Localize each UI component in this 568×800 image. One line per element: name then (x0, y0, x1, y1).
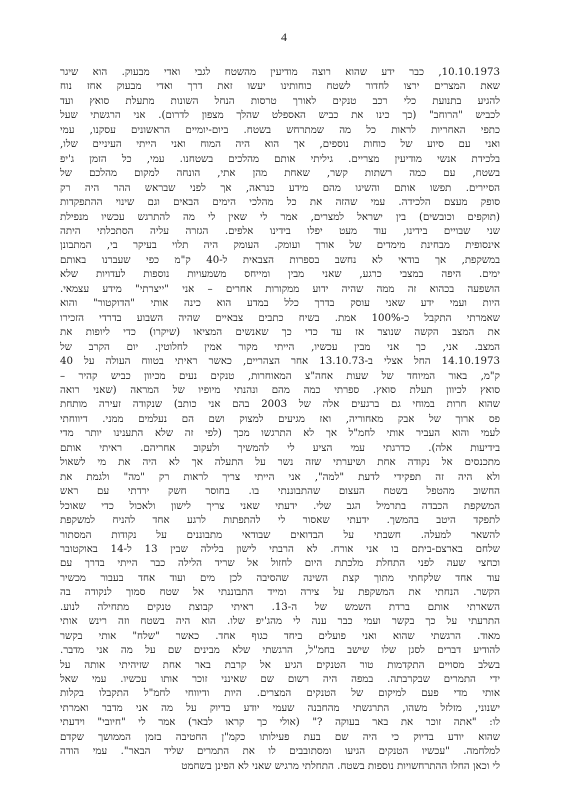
text-line: אינסופית מבחינת מימדים של אורך ועומק. העומק היה תלוי בעיקר בי, המתבונן (60, 240, 500, 252)
text-line: ולא היה זה תפקידי לדעת "למה", אני הייתי צריך לראות רק "מה" ולגמת את (60, 471, 500, 483)
text-line: ידי התמרים שבקרבתה. במפה היה רשום שם שאינני זוכר אותו עכשיו. עמי שאל (60, 674, 500, 686)
text-line: במשקפת, אך בודאי לא נחשב בספרות הצבאית ל-40 ק"מ כפי שעברנו באותם (60, 254, 500, 266)
text-line: (תוקפים וכובשים) בין ישראל למצרים, אמר לי שאין לי מה להתרגש עכשיו מנפילת (60, 211, 500, 223)
text-line: השארתי אותם ברדת השמש של ה-13. ראיתי קבוצת טנקים מתחילה לנוע. (60, 601, 500, 613)
text-line: כתפי האחריות לראות כל מה שמתרחש בשטח. ביום-יומיים הראשונים עסקנו, עמי (60, 124, 500, 136)
text-line: וכחצי שעה לפני התחלת מלכתת היום לחזול אל שריד הלילה כבר הייתי בדרך עם (60, 558, 500, 570)
text-line: את המצב הקשה שנוצר אז עד כדי כך שאנשים המציאו (שיקרו) כדי ליופות את (60, 327, 500, 339)
text-line: לו: "אתה זוכר את באר בעוקה ?" (אולי כך קראו לבאר) אמר לי "חיובי" וידעתי (60, 717, 500, 729)
text-line: הקשר. הנחתי את המשקפת על צירה ומייד התבוננתי אל שטח סמוך לנקודה בה (60, 587, 500, 599)
text-line: היות ועמי ידע שאני עוסק בדרך כלל במדע הוא כינה אותי "הדוקטור" והוא (60, 298, 500, 310)
text-line: להגיע בתנועת כלי רכב טנקים לאורך טרסות הנחל השונות מתעלת סואץ ועד (60, 95, 500, 107)
text-line: החשוב מהטפל בשטח העצום שהתבוננתי בו. בחוסר חשק ירדתי עם ראש (60, 486, 500, 498)
text-line: להודיע דברים לסגן שלו שישב בחמ"ל, הרגשתי שלא מבינים שם על מה אני מדבר. (60, 645, 500, 657)
text-line: שאמרתי התקבל כ-100% אמת. בשיח כתבים צבאיים שהיה השבוע בדרדי הזכירו (60, 312, 500, 324)
text-line: 14.10.1973 החל אצלי ב-13.10.73 אחר הצהריים, כאשר ראיתי בטווח העולה על 40 (60, 356, 500, 368)
text-line: מאוד. הרגשתי שהוא ואני פועלים ביחד כגוף אחד. כאשר "שלח" אותי בקשר (60, 630, 500, 642)
text-line: המשקפת הכבדה בתרמיל הגב שלי. ידעתי שאני צריך לישון ולאכול כדי שאוכל (60, 500, 500, 512)
text-line: שאת המצרים ירצו לחדור לשטח כוחותינו יעשו זאת דרך ואדי מבעוק אחז נוח (60, 81, 500, 93)
body-text (60, 66, 500, 774)
text-line: בשלב מסויים התקדמות טור הטנקים הגיע אל קרבת באר אחת שזיהיתי אותה על (60, 659, 500, 671)
text-line: שלחם בארצם-ביתם בו אני אורח. לא הרבתי לישון בלילה שבין 13 ל-14 באוקטובר (60, 543, 500, 555)
text-line: שהוא יודע בדיוק כי היה שם בעת פעילותו כקמ"ן החטיבה בזמן הממושך שקדם (60, 731, 500, 743)
page-number: 4 (281, 30, 287, 44)
text-line: בידיעות אלה). כדרגתי עמי הציע לי להמשיך ולעקוב אחריהם. ראיתי אותם (60, 442, 500, 454)
text-line: סופק מעצם הלכידה. עמי שהזה את כל מהלכי הימים הבאים וגם שינוי ההתפקדות (60, 197, 500, 209)
text-line: התרעתי על כך בקשר ועמי כבר ענה לי מהג'יפ שלו. הוא היה בשטח וזה רינש אותי (60, 616, 500, 628)
text-line: מתכנסים אל נקודה אחת ושיערתי שזה נשר על התעלה אך לא היה את מי לשאול (60, 457, 500, 469)
text-line: לכביש "הרוחב" (כך כינו את כביש האספלט שהלך מצפון לדרום). אני הרגשתי שעל (60, 110, 500, 122)
text-line: ק"מ, באור המיוחד של שעות אחה"צ המאוחרות, טנקים נעים מכיוון כביש קהיר – (60, 370, 500, 382)
text-line: להשאר למעלה. חשבתי על הבדואים שבודאי מתבוננים על נקודות המסתור (60, 529, 500, 541)
text-line: עוד אחד שלקחתי מתוך קצת השינה שהסיבה לכן מים ועוד אחד בעבור מכשיר (60, 572, 500, 584)
text-line: למלחמה. "עכשיו הטנקים הגיעו ומסתובבים לו את התמרים שליד הבאר". עמי הודה (60, 746, 500, 758)
text-line: הושפעה בכהוא זה ממה שהיה ידוע ממקורות אחרים – אני "ייצרתי" מידע עצמאי. (60, 283, 500, 295)
text-line: 10.10.1973, כבר ידע שהוא רוצה מודיעין מהשטח לגבי ואדי מבעוק. הוא שיגר (60, 67, 500, 78)
text-line: שני שבויים בידינו, עוד מעט יפלו בידינו אלפים. הגזרה עליה הסתכלתי היתה (60, 225, 500, 237)
text-line: סואץ לכיוון תעלת סואץ. ספרתי כמה מהם ונהנתי מיופיו של המראה (שאני רואה (60, 384, 500, 396)
text-line: הסיירים. תפשו אותם והשיגו מהם מידע כנראה, אך לפני שבראש ההר היה רק (60, 182, 500, 194)
text-line: ישנוני, מזלזל משהו, התרגשתי מהחבנה שעמי יודע בדיוק על מה אני מדבר ואמרתי (60, 702, 500, 714)
text-line: פס ארוך של אבק מאחוריה, ואז מגיעים למצוק ושם הם נעלמים ממני. דיווחתי (60, 413, 500, 425)
text-line: ימים. היפה במצבי כרגע, שאני מבין ומייחס משמעויות נוספות לעדויות שלא (60, 269, 500, 281)
text-line: אותי מדי פעם למיקום של הטנקים המצרים. היות ודיווחי לחמ"ל התקבלו בקלות (60, 688, 500, 700)
text-line: בלכידת אנשי מודיעין מצריים. גיליתי אותם מהלכים בשטחנו. עמי, כל הזמן ג'יפ (60, 153, 500, 165)
text-line: ואני עם סיוע של כוחות נוספים, אך הוא היה המוח ואני הייתי העיניים שלו, (60, 139, 500, 151)
text-line: המצב. אני, כך אני מבין עכשיו, הייתי מקור אמין לחלוטין. יום הקרב של (60, 341, 500, 353)
text-line: לעמי והוא העביר אותי לחמ"ל אך לא התרגשו מכך (לפי זה שלא התענינו יותר מדי (60, 428, 500, 440)
text-line: בשטח, עם כמה רשתות קשר, שאחת מהן אתי, הונחה למקום מהלכם של (60, 168, 500, 180)
text-line: לתפקד היטב בהמשך. ידעתי שאסור לי להתפתות לרגע אחד להניח למשקפת (60, 515, 500, 527)
text-line: שהוא חרות במוחי גם ברגעים אלה של 2003 בהם אני כותב) שנקודה זעירה מותחת (60, 399, 500, 411)
text-line: לי וכאן החלו ההתרחשויות נוספות בשטח. התחלתי מרגיש שאני לא הפינן בשחמט (181, 760, 500, 772)
